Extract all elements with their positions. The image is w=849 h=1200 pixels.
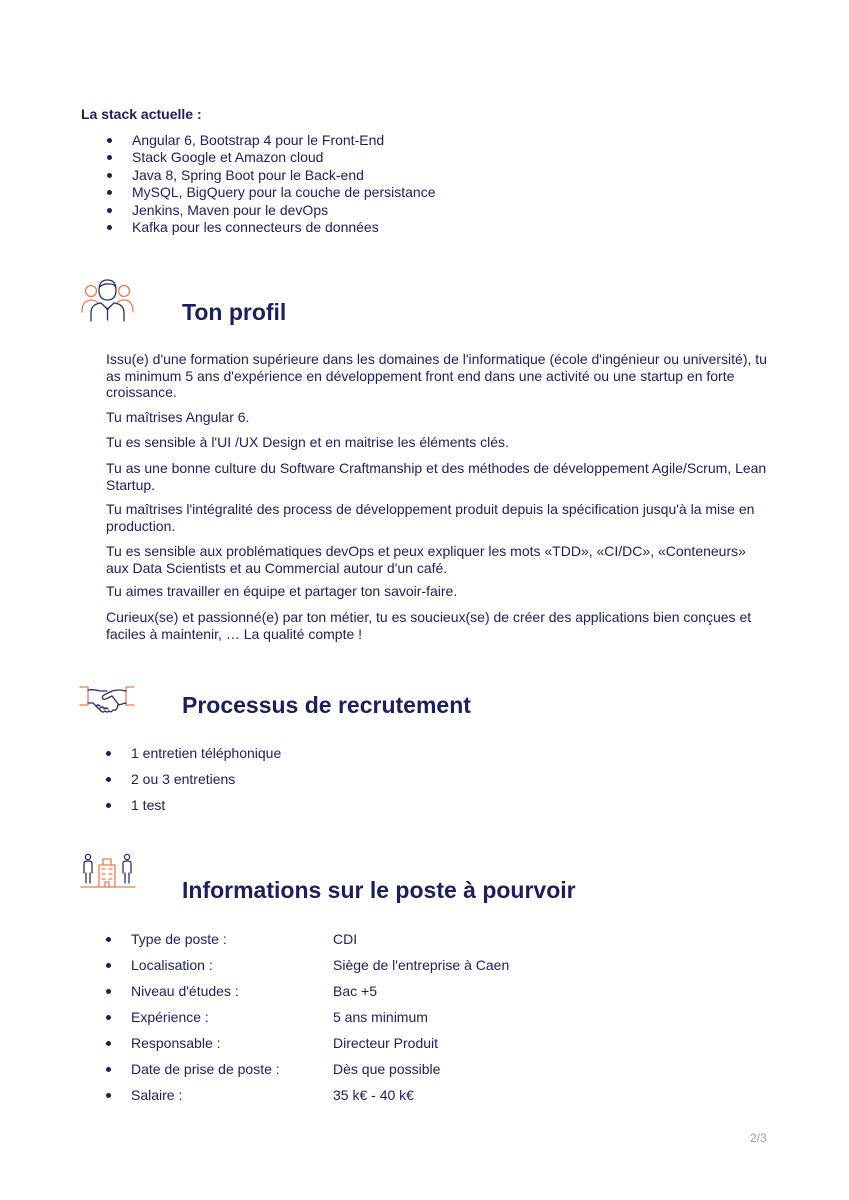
profil-paragraph: Tu es sensible à l'UI /UX Design et en maitrise les éléments clés.: [106, 434, 509, 450]
bullet-icon: [107, 190, 112, 195]
profil-paragraph: Tu maîtrises Angular 6.: [106, 409, 250, 425]
info-label: Date de prise de poste :: [131, 1061, 280, 1077]
list-item: [132, 184, 436, 201]
info-label: Localisation :: [131, 957, 213, 973]
bullet-icon: [106, 937, 111, 942]
list-item: [132, 167, 436, 184]
info-list: [131, 931, 510, 1113]
bullet-icon: [106, 1041, 111, 1046]
list-item: [132, 219, 436, 236]
team-people-icon: [80, 276, 135, 322]
section-title-process: Processus de recrutement: [182, 692, 471, 718]
list-item: [131, 771, 281, 797]
profil-paragraph: Tu aimes travailler en équipe et partager ton savoir-faire.: [106, 583, 458, 599]
handshake-icon: [79, 684, 135, 718]
bullet-icon: [106, 963, 111, 968]
info-value: Bac +5: [333, 983, 377, 999]
info-label: Salaire :: [131, 1087, 183, 1103]
profil-paragraph: Tu es sensible aux problématiques devOps et peux expliquer les mots «TDD», «CI/DC», «Conteneurs» aux Data Scientists et au Commercial autour d'un café.: [106, 543, 746, 576]
bullet-icon: [107, 225, 112, 230]
info-label: Type de poste :: [131, 931, 227, 947]
process-list: [131, 745, 281, 823]
info-value: Siège de l'entreprise à Caen: [333, 957, 510, 973]
stack-list: [132, 132, 436, 236]
profil-paragraph: Tu maîtrises l'intégralité des process de développement produit depuis la spécification jusqu'à la mise en production.: [106, 501, 755, 534]
section-title-profil: Ton profil: [182, 299, 287, 325]
list-item-text: 2 ou 3 entretiens: [131, 771, 236, 787]
list-item-text: Jenkins, Maven pour le devOps: [132, 201, 329, 218]
list-item-text: Stack Google et Amazon cloud: [132, 149, 324, 166]
info-row: [131, 983, 377, 1009]
list-item: [132, 202, 436, 219]
list-item: [132, 132, 436, 149]
info-value: Dès que possible: [333, 1061, 441, 1077]
bullet-icon: [106, 751, 111, 756]
info-label: Responsable :: [131, 1035, 221, 1051]
bullet-icon: [106, 777, 111, 782]
page-number: 2/3: [750, 1131, 767, 1145]
list-item-text: Java 8, Spring Boot pour le Back-end: [132, 166, 364, 183]
list-item-text: Angular 6, Bootstrap 4 pour le Front-End: [132, 132, 385, 148]
list-item: [132, 149, 436, 166]
info-row: [131, 957, 510, 983]
bullet-icon: [106, 989, 111, 994]
bullet-icon: [107, 155, 112, 160]
stack-heading: La stack actuelle :: [81, 106, 202, 122]
bullet-icon: [107, 173, 112, 178]
list-item-text: 1 test: [131, 797, 166, 813]
info-row: [131, 1061, 441, 1087]
profil-paragraph: Tu as une bonne culture du Software Craftmanship et des méthodes de développement Agile/Scrum, Lean Startup.: [106, 460, 767, 493]
info-label: Niveau d'études :: [131, 983, 239, 999]
info-label: Expérience :: [131, 1009, 209, 1025]
bullet-icon: [107, 138, 112, 143]
list-item-text: MySQL, BigQuery pour la couche de persistance: [132, 184, 436, 201]
bullet-icon: [106, 803, 111, 808]
info-row: [131, 1035, 439, 1061]
list-item: [131, 797, 281, 823]
info-row: [131, 931, 358, 957]
list-item-text: Kafka pour les connecteurs de données: [132, 218, 379, 235]
bullet-icon: [106, 1093, 111, 1098]
list-item: [131, 745, 281, 771]
profil-paragraph: Issu(e) d'une formation supérieure dans les domaines de l'informatique (école d'ingénieur ou université), tu as minimum 5 ans d'expérience en développement front end dans une activité ou une startup en forte croissance.: [106, 351, 767, 400]
office-building-icon: [80, 853, 136, 891]
bullet-icon: [106, 1015, 111, 1020]
section-title-info: Informations sur le poste à pourvoir: [182, 877, 576, 903]
info-value: CDI: [333, 931, 358, 947]
info-row: [131, 1087, 414, 1113]
list-item-text: 1 entretien téléphonique: [131, 745, 282, 761]
info-value: 5 ans minimum: [333, 1009, 428, 1025]
bullet-icon: [106, 1067, 111, 1072]
profil-paragraph: Curieux(se) et passionné(e) par ton métier, tu es soucieux(se) de créer des applications bien conçues et faciles à maintenir, … La qualité compte !: [106, 609, 752, 642]
bullet-icon: [107, 208, 112, 213]
info-row: [131, 1009, 428, 1035]
info-value: 35 k€ - 40 k€: [333, 1087, 414, 1103]
info-value: Directeur Produit: [333, 1035, 439, 1051]
